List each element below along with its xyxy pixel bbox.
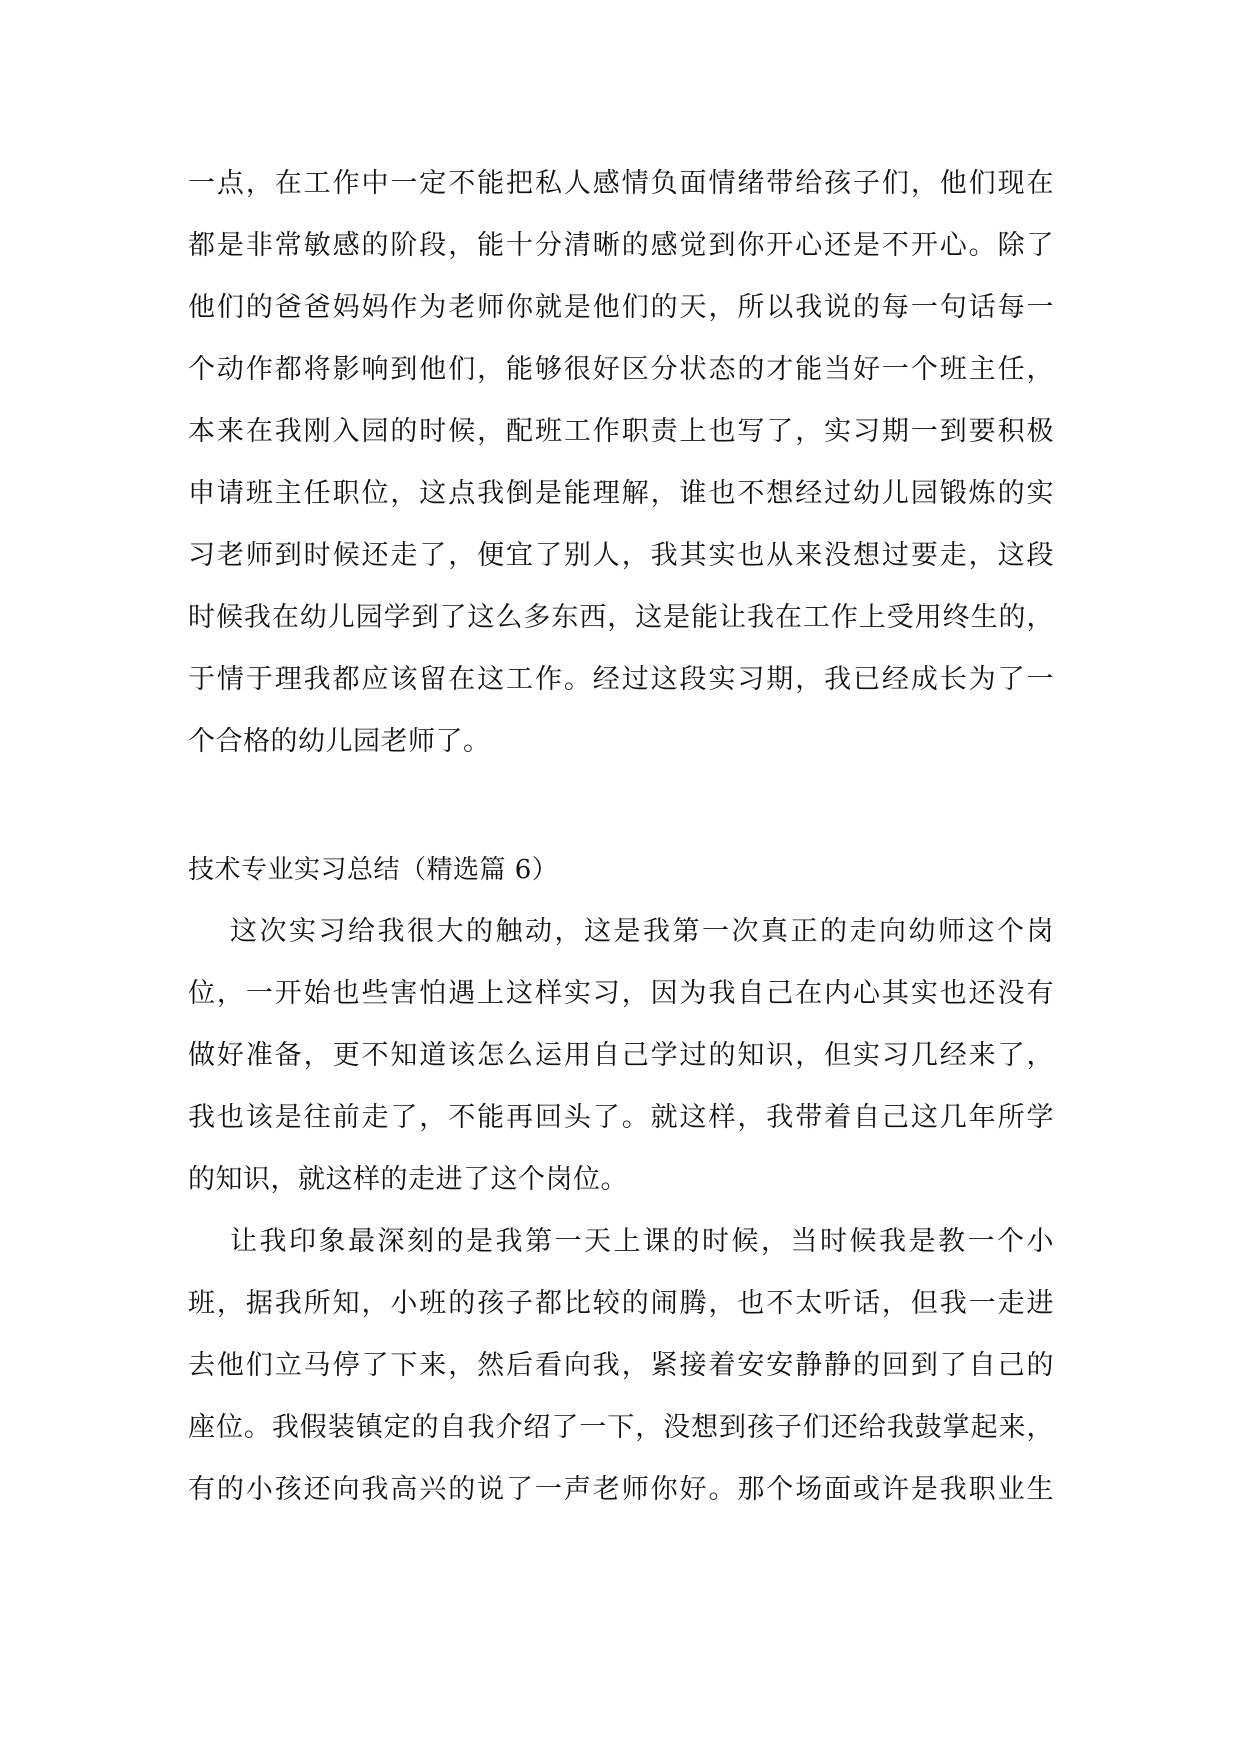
text-line: 个动作都将影响到他们，能够很好区分状态的才能当好一个班主任，	[188, 354, 1054, 385]
text-line: 他们的爸爸妈妈作为老师你就是他们的天，所以我说的每一句话每一	[188, 292, 1054, 323]
text-line: 于情于理我都应该留在这工作。经过这段实习期，我已经成长为了一	[188, 664, 1054, 695]
text-line: 一点，在工作中一定不能把私人感情负面情绪带给孩子们，他们现在	[188, 168, 1054, 199]
text-line: 本来在我刚入园的时候，配班工作职责上也写了，实习期一到要积极	[188, 416, 1054, 447]
text-line: 这次实习给我很大的触动，这是我第一次真正的走向幼师这个岗	[230, 916, 1054, 947]
text-line: 位，一开始也些害怕遇上这样实习，因为我自己在内心其实也还没有	[188, 978, 1054, 1009]
text-line: 我也该是往前走了，不能再回头了。就这样，我带着自己这几年所学	[188, 1102, 1054, 1133]
text-line: 班，据我所知，小班的孩子都比较的闹腾，也不太听话，但我一走进	[188, 1288, 1054, 1319]
text-line: 让我印象最深刻的是我第一天上课的时候，当时候我是教一个小	[230, 1226, 1054, 1257]
text-line: 有的小孩还向我高兴的说了一声老师你好。那个场面或许是我职业生	[188, 1474, 1054, 1505]
section-heading: 技术专业实习总结（精选篇 6）	[188, 855, 559, 885]
text-line: 时候我在幼儿园学到了这么多东西，这是能让我在工作上受用终生的，	[188, 602, 1054, 633]
text-line: 座位。我假装镇定的自我介绍了一下，没想到孩子们还给我鼓掌起来，	[188, 1412, 1054, 1443]
text-line: 去他们立马停了下来，然后看向我，紧接着安安静静的回到了自己的	[188, 1350, 1054, 1381]
text-line: 做好准备，更不知道该怎么运用自己学过的知识，但实习几经来了，	[188, 1040, 1054, 1071]
text-line: 都是非常敏感的阶段，能十分清晰的感觉到你开心还是不开心。除了	[188, 230, 1054, 261]
text-line: 申请班主任职位，这点我倒是能理解，谁也不想经过幼儿园锻炼的实	[188, 478, 1054, 509]
text-line: 的知识，就这样的走进了这个岗位。	[188, 1164, 628, 1195]
text-line: 习老师到时候还走了，便宜了别人，我其实也从来没想过要走，这段	[188, 540, 1054, 571]
text-line: 个合格的幼儿园老师了。	[188, 726, 491, 757]
